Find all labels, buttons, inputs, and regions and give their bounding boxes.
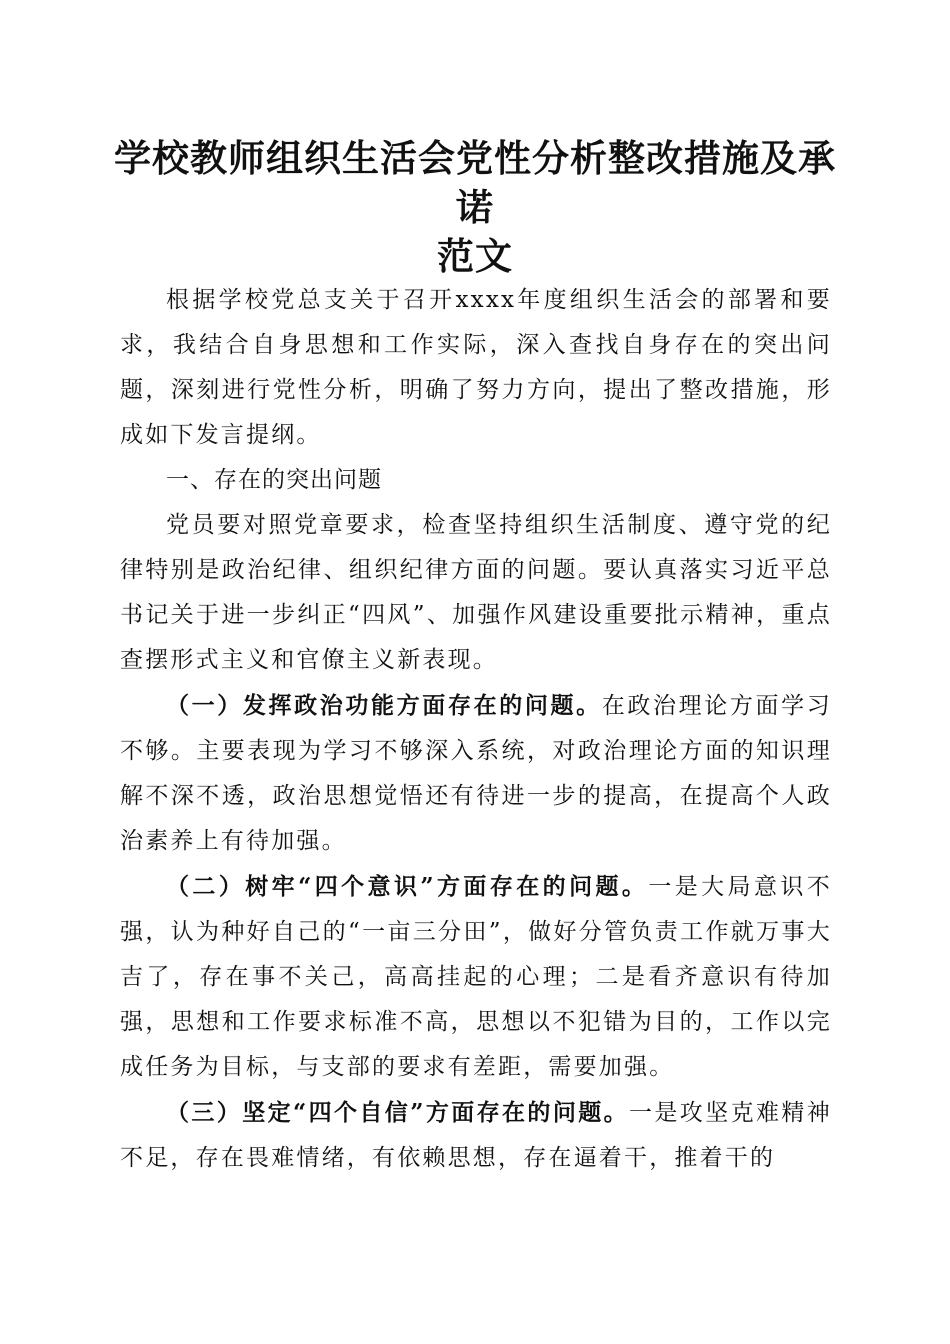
item-2-paragraph [120,864,832,1090]
item-1-text: 在政治理论方面学习不够。主要表现为学习不够深入系统，对政治理论方面的知识理解不深不透，政治思想觉悟还有待进一步的提高，在提高个人政治素养上有待加强。 [120,693,832,854]
item-1-paragraph [120,683,832,864]
intro-paragraph: 根据学校党总支关于召开xxxx年度组织生活会的部署和要求，我结合自身思想和工作实际，深入查找自身存在的突出问题，深刻进行党性分析，明确了努力方向，提出了整改措施，形成如下发言提纲。 [120,287,832,448]
section-paragraph: 党员要对照党章要求，检查坚持组织生活制度、遵守党的纪律特别是政治纪律、组织纪律方面的问题。要认真落实习近平总书记关于进一步纠正“四风”、加强作风建设重要批示精神，重点查摆形式主义和官僚主义新表现。 [120,512,832,673]
item-2-lead: （二）树牢“四个意识”方面存在的问题。 [166,873,649,900]
document-body [120,278,832,1181]
item-2-text: 一是大局意识不强，认为种好自己的“一亩三分田”，做好分管负责工作就万事大吉了，存在事不关己，高高挂起的心理；二是看齐意识有待加强，思想和工作要求标准不高，思想以不犯错为目的，工作以完成任务为目标，与支部的要求有差距，需要加强。 [120,874,832,1080]
item-3-paragraph [120,1090,832,1181]
section-heading: 一、存在的突出问题 [166,467,382,493]
item-3-text: 一是攻坚克难精神不足，存在畏难情绪，有依赖思想，存在逼着干，推着干的 [120,1100,832,1171]
item-3-lead: （三）坚定“四个自信”方面存在的问题。 [166,1099,630,1126]
title-line-1: 学校教师组织生活会党性分析整改措施及承诺 [114,136,836,229]
item-1-lead: （一）发挥政治功能方面存在的问题。 [166,692,602,719]
document-title [100,134,850,281]
title-line-2: 范文 [437,234,513,278]
